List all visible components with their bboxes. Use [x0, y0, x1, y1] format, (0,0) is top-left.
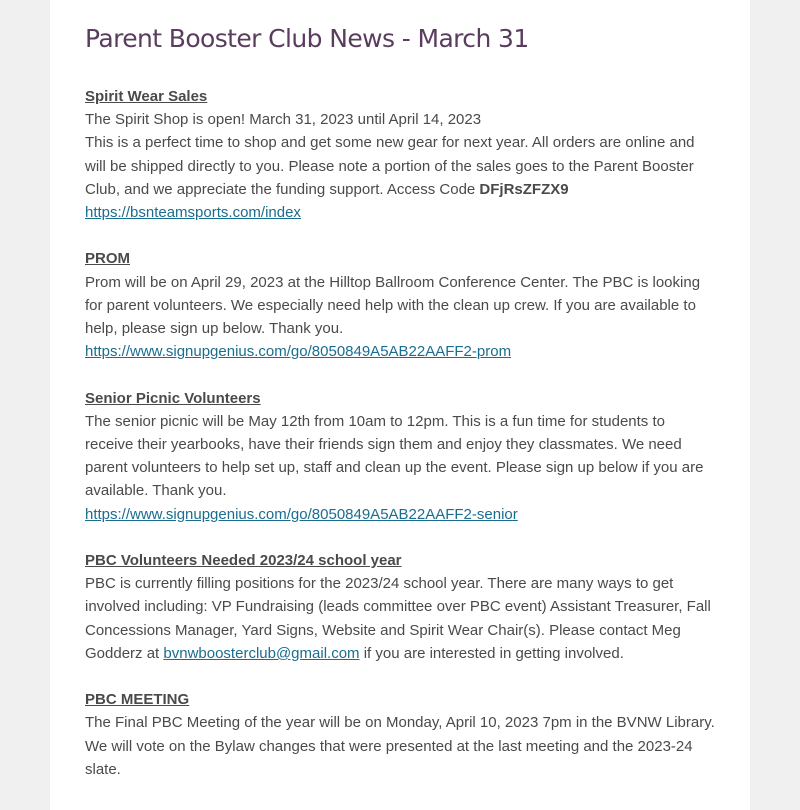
senior-signup-link[interactable]: https://www.signupgenius.com/go/8050849A5AB22AAFF2-senior	[85, 505, 518, 523]
section-heading: PBC MEETING	[85, 691, 190, 709]
access-code: DFjRsZFZX9	[479, 180, 569, 198]
prom-signup-link[interactable]: https://www.signupgenius.com/go/8050849A5AB22AAFF2-prom	[85, 343, 512, 361]
section-text: Prom will be on April 29, 2023 at the Hilltop Ballroom Conference Center. The PBC is looking for parent volunteers. We especially need help with the clean up crew. If you are available to help, please sign up below. Thank you.	[85, 273, 701, 338]
section-heading: PBC Volunteers Needed 2023/24 school year	[85, 552, 402, 570]
newsletter-card	[50, 0, 750, 810]
section-prom	[85, 247, 717, 363]
section-heading: Senior Picnic Volunteers	[85, 389, 261, 407]
section-text: The senior picnic will be May 12th from 10am to 12pm. This is a fun time for students to receive their yearbooks, have their friends sign them and enjoy they classmates. We need parent volunteers to help set up, staff and clean up the event. Please sign up below if you are available. Thank you.	[85, 412, 704, 500]
section-heading: PROM	[85, 250, 130, 268]
section-heading: Spirit Wear Sales	[85, 88, 208, 105]
section-pbc-meeting	[85, 688, 717, 781]
section-text	[85, 131, 717, 201]
section-pbc-volunteers	[85, 549, 717, 665]
section-senior-picnic	[85, 387, 717, 526]
section-text-body: This is a perfect time to shop and get some new gear for next year. All orders are online and will be shipped directly to you. Please note a portion of the sales goes to the Parent Booster Club, and we appreciate the funding support. Access Code	[85, 134, 695, 198]
section-text-after: if you are interested in getting involved.	[359, 644, 624, 662]
contact-email-link[interactable]: bvnwboosterclub@gmail.com	[163, 644, 360, 662]
newsletter-body	[85, 85, 717, 781]
section-spirit-wear	[85, 85, 717, 224]
section-text-before: PBC is currently filling positions for the 2023/24 school year. There are many ways to get involved including: VP Fundraising (leads committee over PBC event) Assistant Treasurer, Fall Concessions Manager, Yard Signs, Website and Spirit Wear Chair(s). Please contact Meg Godderz at	[85, 575, 711, 662]
section-text	[85, 572, 717, 665]
section-text: The Final PBC Meeting of the year will be on Monday, April 10, 2023 7pm in the BVNW Library. We will vote on the Bylaw changes that were presented at the last meeting and the 2023-24 slate.	[85, 714, 715, 778]
section-line: The Spirit Shop is open! March 31, 2023 until April 14, 2023	[85, 111, 482, 129]
spirit-shop-link[interactable]: https://bsnteamsports.com/index	[85, 204, 301, 222]
page-title: Parent Booster Club News - March 31	[85, 24, 529, 53]
